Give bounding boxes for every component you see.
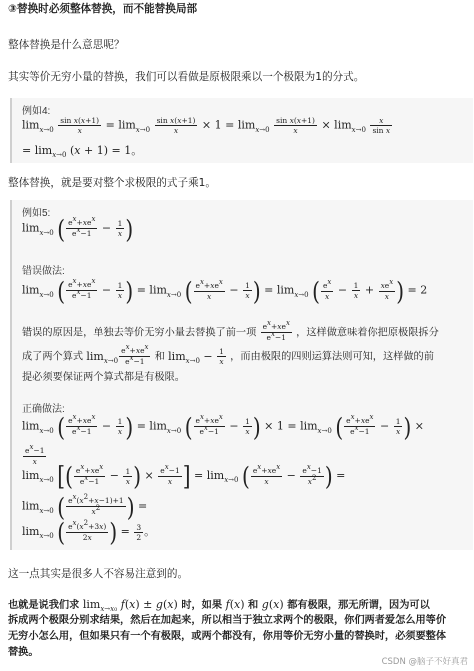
conclusion-line1: 也就是说我们求 $\lim_{x\to x0} f(x) \pm g(x)$ 时，如果 f(x) 和 g(x) 都有极限，那无所谓，因为可以 xyxy=(8,598,430,613)
example4-line1: $\lim_{x\to 0}$ $\frac{\text{sin x(x+1)}}{x}$ = $\lim_{x\to 0}$ $\frac{\text{sin x(x+1)}}{x}$ × $1 = \lim_{x\to 0}$ $\frac{\text{sin x(x+1)}}{x}$ × $\lim_{x\to 0}$ $\frac{x}{\text{sin x}}$ xyxy=(22,116,391,135)
intro-text: 其实等价无穷小量的替换，我们可以看做是原极限乘以一个极限为1的分式。 xyxy=(8,71,365,83)
whole-replace-desc: 整体替换，就是要对整个求极限的式子乘1。 xyxy=(8,177,217,189)
right-expr-line4: $\lim_{x\to 0}$ ( $\frac{ex(x2+x-1)+1}{x2}$ ) = xyxy=(22,491,148,522)
right-expr-line5: $\lim_{x\to 0}$ ( $\frac{ex(x2+3x)}{2x}$ ) = $\frac{3}{2}$ 。 xyxy=(22,517,156,547)
example5-block xyxy=(10,200,473,550)
example4-label: 例如4: xyxy=(22,106,51,117)
right-expr-line1: $\lim_{x\to 0}$ ( $\frac{\text{ex+xex}}{ex-1}$ − $\frac{1}{x}$ ) = $\lim_{x\to 0}$ ( $\frac{\text{ex+xex}}{ex-1}$ − $\frac{1}{x}$ ) × $1 = \lim_{x\to 0}$ ( $\frac{\text{ex+xex}}{ex-1}$ − $\frac{1}{x}$ ) × xyxy=(22,411,425,442)
conclusion-line3: 无穷小怎么用，但如果只有一个有极限，或两个都没有，你用等价无穷小量的替换时，必须要整体 xyxy=(8,631,447,642)
summary-note: 这一点其实是很多人不容易注意到的。 xyxy=(8,568,189,580)
wrong-reason-line1: 错误的原因是，单独去等价无穷小量去替换了前一项 $\frac{\text{ex+xex}}{ex-1}$ ，这样做意味着你把原极限拆分 xyxy=(22,319,439,342)
question-text: 整体替换是什么意思呢？ xyxy=(8,39,125,51)
wrong-reason-line3: 提必须要保证两个算式都是有极限。 xyxy=(22,372,185,383)
right-expr-line3: $\lim_{x\to 0}$ [( $\frac{\text{ex+xex}}{ex-1}$ − $\frac{1}{x}$ ) × $\frac{ex-1}{x}$ ] = $\lim_{x\to 0}$ ( $\frac{\text{ex+xex}}{x}$ − $\frac{ex-1}{x2}$ ) = xyxy=(22,460,346,492)
wrong-label: 错误做法: xyxy=(22,266,65,277)
watermark: CSDN @脑子不好真君 xyxy=(381,657,468,667)
example4-block xyxy=(10,98,473,163)
wrong-expr: $\lim_{x\to 0}$ ( $\frac{\text{ex+xex}}{ex-1}$ − $\frac{1}{x}$ ) = $\lim_{x\to 0}$ ( $\frac{\text{ex+xex}}{x}$ − $\frac{1}{x}$ ) = $\lim_{x\to 0}$ ( $\frac{ex}{x}$ − $\frac{1}{x}$ + $\frac{\text{xex}}{x}$ ) = 2 xyxy=(22,275,428,306)
right-label: 正确做法: xyxy=(22,404,65,415)
example5-label: 例如5: xyxy=(22,208,51,219)
section-heading: ③替换时必须整体替换，而不能替换局部 xyxy=(8,3,198,15)
example5-expr: $\lim_{x\to 0}$ ( $\frac{\text{ex+xex}}{ex-1}$ − $\frac{1}{x}$ ) xyxy=(22,213,134,244)
conclusion-line4: 替换。 xyxy=(8,647,39,658)
conclusion-line2: 拆成两个极限分别求结果，然后在加起来，所以相当于独立求两个的极限，你们两者爱怎么用等价 xyxy=(8,615,447,626)
wrong-reason-line2: 成了两个算式 $\lim_{x\to 0}$ $\frac{\text{ex+xex}}{ex-1}$ 和 $\lim_{x\to 0}$ − $\frac{1}{x}$ ，而由极限的四则运算法则可知，这样做的前 xyxy=(22,343,434,366)
example4-line2: = $\lim_{x\to 0} (x + 1) = 1$。 xyxy=(22,144,143,159)
right-expr-line2: $\frac{ex-1}{x}$ xyxy=(25,443,45,466)
